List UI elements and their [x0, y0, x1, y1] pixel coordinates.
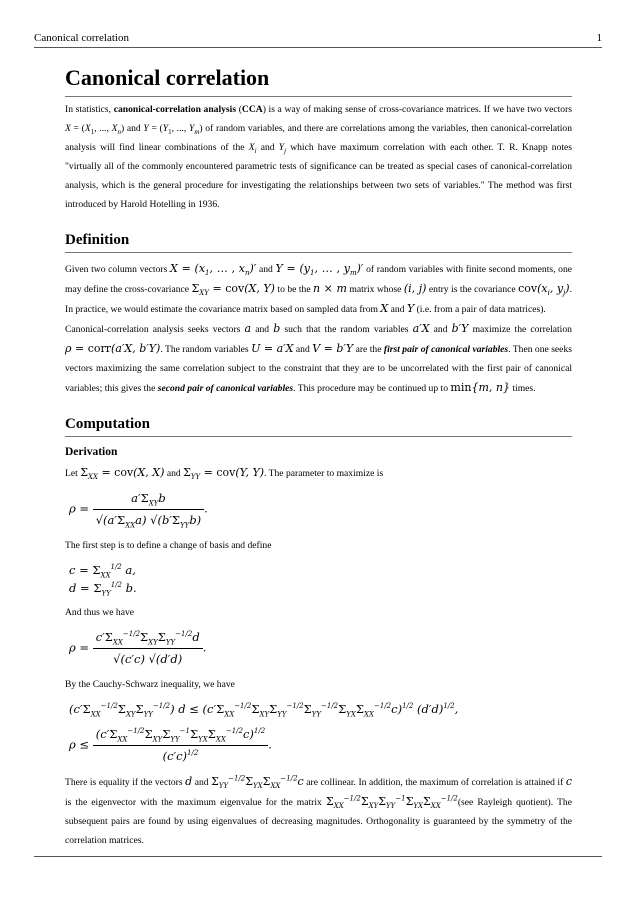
- def-text: maximize the correlation: [472, 324, 572, 335]
- equation-rho-transformed: ρ = $\frac{c'\Sigma_{XX}^{-1/2}\Sigma_{XY}\Sigma_{YY}^{-1/2}d}{√(c'c) √(d'd)}$ .: [69, 630, 207, 666]
- math-formula: n × m: [313, 282, 347, 295]
- intro-text: of random variables, and there are correlations among the variables, then canonical-correlation analysis will find linear combinations of the: [65, 123, 573, 153]
- def-text: and: [258, 264, 273, 275]
- section-heading-definition: Definition: [65, 230, 572, 253]
- running-title: Canonical correlation: [34, 32, 129, 44]
- def-text: times.: [512, 383, 536, 394]
- math-formula: $\Sigma_{YY} = cov(Y$, Y): [183, 466, 265, 482]
- equation-rho: ρ = $\frac{a'\Sigma_{XY}b}{√(a'\Sigma_{XX}a) √(b'\Sigma_{YY}b)}$ .: [69, 491, 208, 530]
- intro-term: canonical-correlation analysis: [113, 104, 237, 115]
- math-formula: b: [273, 322, 281, 335]
- def-text: are the: [355, 344, 382, 355]
- def-text: and: [255, 324, 270, 335]
- def-text: of random variables with finite second moments, one may define the cross-covariance: [65, 264, 573, 295]
- subsection-heading-derivation: Derivation: [65, 446, 118, 458]
- comp-text: (see Rayleigh quotient). The subsequent pairs are found by using eigenvalues of decreasing magnitudes. Orthogonality is guaranteed by the symmetry of the correlation matrices.: [65, 797, 572, 846]
- definition-paragraph-2: [65, 319, 572, 398]
- running-header: [34, 32, 602, 44]
- math-formula: $cov(x_i$, $y_j$): [518, 282, 570, 298]
- math-formula: b′Y: [451, 322, 469, 335]
- equation-cauchy-schwarz: $(c'\Sigma_{XX}^{-1/2}\Sigma_{XY}\Sigma_{YY}^{-1/2}) d \le (c'\Sigma_{XX}^{-1/2}\Sigma_{XY}\Sigma_{YY}^{-1/2}\Sigma_{YY}^{-1/2}\Sigma_{YX}\Sigma_{XX}^{-1/2}c)^{1/2}$ $(d'd)^{1/2}$, ρ ≤ $\frac{(c'\Sigma_{XX}^{-1/2}\Sigma_{XY}\Sigma_{YY}^{-1}\Sigma_{YX}\Sigma_{XX}^{-1/2}c)^{1/2}}{(c'c)^{1/2}}$ .: [69, 702, 459, 763]
- math-formula: ρ = corr(a′X, b′Y): [65, 342, 161, 355]
- page-number: 1: [596, 32, 602, 44]
- cauchy-schwarz-text: By the Cauchy-Schwarz inequality, we have: [65, 679, 235, 690]
- math-formula: Y: [406, 302, 415, 315]
- def-text: and: [390, 304, 405, 315]
- math-formula: d: [185, 775, 193, 788]
- intro-text: which have maximum correlation with each other. T. R. Knapp notes "virtually all of the commonly encountered parametric tests of significance can be treated as special cases of canonical-correlation analysis, which is the general procedure for investigating the relationships between two sets of variables." The method was first introduced by Harold Hotelling in 1936.: [65, 142, 573, 210]
- thus-text: And thus we have: [65, 607, 135, 618]
- def-text: matrix whose: [349, 284, 402, 295]
- def-text: . This procedure may be continued up to: [293, 383, 448, 394]
- intro-var: X: [248, 142, 255, 153]
- math-formula: $\Sigma_{XX}^{-1/2}\Sigma_{XY}\Sigma_{YY}^{-1}\Sigma_{YX}\Sigma_{XX}^{-1/2}$: [325, 794, 458, 811]
- section-heading-computation: Computation: [65, 414, 572, 437]
- comp-text: and: [194, 777, 209, 788]
- intro-paragraph: In statistics, canonical-correlation analysis (CCA) is a way of making sense of cross-covariance matrices. If we have two vectors $X = (X_1$, ..., $X_n$) and $Y = (Y_1$, ..., $Y_m$) of random variables, and there are correlations among the variables, then canonical-correlation analysis will find linear combinations of the $X_i$ and $Y_j$ which have maximum correlation with each other. T. R. Knapp notes "virtually all of the commonly encountered parametric tests of significance can be treated as special cases of canonical-correlation analysis, which is the general procedure for investigating the relationships between two sets of variables." The method was first introduced by Harold Hotelling in 1936.: [65, 104, 573, 210]
- change-of-basis-text: The first step is to define a change of basis and define: [65, 540, 272, 551]
- math-formula: V = b′Y: [312, 342, 354, 355]
- comp-text: and: [166, 468, 181, 479]
- math-formula: $\Sigma_{XX} = cov(X$, X): [80, 466, 165, 482]
- comp-text: are collinear. In addition, the maximum of correlation is attained if: [306, 777, 564, 788]
- intro-text: and: [260, 142, 275, 153]
- comp-text: . The parameter to maximize is: [264, 468, 384, 479]
- header-rule: [34, 47, 602, 48]
- math-formula: a′X: [412, 322, 430, 335]
- def-text: such that the random variables: [284, 324, 409, 335]
- math-formula: $\Sigma_{XY} = cov(X$, Y): [191, 282, 275, 298]
- equality-paragraph: [65, 772, 572, 850]
- math-formula: a: [244, 322, 252, 335]
- def-text: . In practice, we would estimate the covariance matrix based on sampled data from: [65, 284, 572, 315]
- comp-text: Let: [65, 468, 78, 479]
- math-formula: $\Sigma_{YY}^{-1/2}\Sigma_{YX}\Sigma_{XX}^{-1/2}c$: [211, 774, 304, 791]
- math-formula: (i, j): [403, 282, 427, 295]
- def-text: (i.e. from a pair of data matrices).: [416, 304, 546, 315]
- comp-text: is the eigenvector with the maximum eigenvalue for the matrix: [65, 797, 322, 808]
- def-text: . Then one seeks vectors maximizing the same correlation subject to the constraint that they are to be uncorrelated with the first pair of canonical variables; this gives the: [65, 344, 572, 394]
- article-title: Canonical correlation: [65, 62, 572, 97]
- def-text: Canonical-correlation analysis seeks vectors: [65, 324, 241, 335]
- def-text: to be the: [277, 284, 311, 295]
- intro-text: is a way of making sense of cross-covariance matrices. If we have two vectors: [268, 104, 572, 115]
- math-formula: U = a′X: [251, 342, 294, 355]
- term-first-pair: first pair of canonical variables: [383, 344, 509, 355]
- intro-var: Y: [278, 142, 285, 153]
- intro-text: In statistics,: [65, 104, 112, 115]
- equation-change-of-basis: $c = \Sigma_{XX}^{1/2}$ a, $d = \Sigma_{YY}^{1/2}$ b.: [69, 563, 137, 598]
- article-body: [65, 62, 572, 850]
- let-paragraph: [65, 463, 572, 483]
- footer-rule: [34, 856, 602, 857]
- intro-text: and: [126, 123, 141, 134]
- math-formula: $Y = (y_1$, … , $y_m)'$: [275, 262, 364, 278]
- definition-paragraph-1: [65, 259, 572, 319]
- math-formula: $X = (x_1$, … , $x_n)'$: [169, 262, 257, 278]
- def-text: and: [433, 324, 448, 335]
- def-text: Given two column vectors: [65, 264, 168, 275]
- def-text: . The random variables: [160, 344, 249, 355]
- comp-text: There is equality if the vectors: [65, 777, 183, 788]
- term-second-pair: second pair of canonical variables: [157, 383, 294, 394]
- def-text: entry is the covariance: [428, 284, 516, 295]
- math-formula: X: [380, 302, 389, 315]
- intro-abbr: CCA: [241, 104, 263, 115]
- math-formula: c: [565, 775, 572, 788]
- def-text: and: [295, 344, 310, 355]
- math-formula: min{m, n}: [450, 381, 510, 394]
